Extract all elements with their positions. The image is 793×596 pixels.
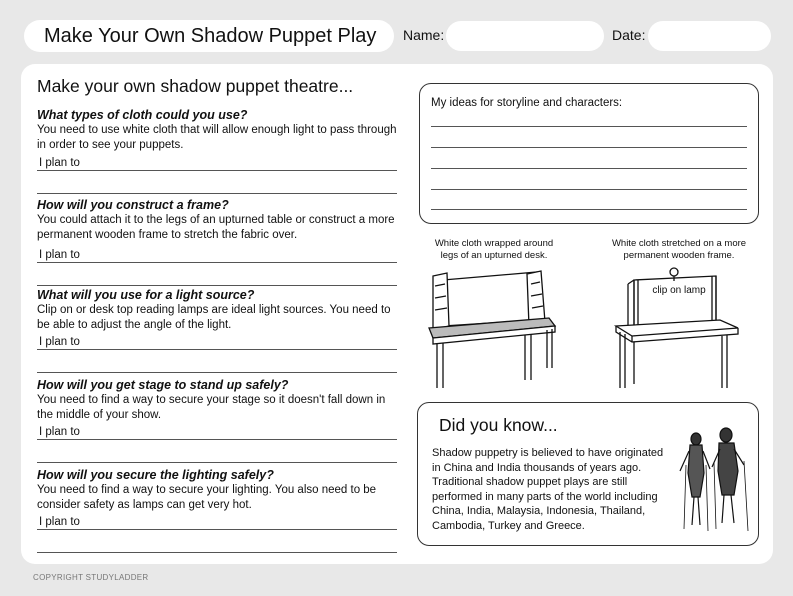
plan-line[interactable] <box>37 530 397 553</box>
copyright: COPYRIGHT STUDYLADDER <box>33 573 149 582</box>
plan-line[interactable] <box>37 440 397 463</box>
plan-line[interactable] <box>37 350 397 373</box>
question-title: What will you use for a light source? <box>37 288 255 302</box>
name-field[interactable] <box>446 21 604 51</box>
plan-lines[interactable] <box>37 515 397 553</box>
ideas-box <box>419 83 759 224</box>
name-label: Name: <box>403 27 445 43</box>
title-banner <box>24 20 394 52</box>
plan-lines[interactable] <box>37 425 397 463</box>
question-block <box>37 288 402 333</box>
question-text: You need to find a way to secure your stage so it doesn't fall down in the middle of your show. <box>37 394 386 421</box>
ideas-line[interactable] <box>431 147 747 148</box>
did-you-know-text: Shadow puppetry is believed to have originated in China and India thousands of years ago. Traditional shadow puppet plays are still performed in many parts of the world including China, India, Malaysia, Indonesia, Thailand, Cambodia, Turkey and Greece. <box>432 447 664 532</box>
did-you-know-box <box>417 402 759 546</box>
ideas-line[interactable] <box>431 168 747 169</box>
plan-label: I plan to <box>37 248 397 263</box>
plan-lines[interactable] <box>37 335 397 373</box>
shadow-puppets-icon <box>676 425 754 537</box>
upturned-desk-illustration <box>425 268 560 393</box>
date-field[interactable] <box>648 21 771 51</box>
question-text: Clip on or desk top reading lamps are ideal light sources. You need to be able to adjust the angle of the light. <box>37 304 391 331</box>
main-heading: Make your own shadow puppet theatre... <box>37 76 354 96</box>
question-block <box>37 198 402 243</box>
ideas-line[interactable] <box>431 209 747 210</box>
page-title: Make Your Own Shadow Puppet Play <box>44 25 377 47</box>
lamp-label: clip on lamp <box>652 285 706 296</box>
wooden-frame-illustration <box>610 262 745 392</box>
plan-label: I plan to <box>37 335 397 350</box>
plan-line[interactable] <box>37 263 397 286</box>
question-title: How will you secure the lighting safely? <box>37 468 274 482</box>
plan-label: I plan to <box>37 515 397 530</box>
question-title: How will you get stage to stand up safely? <box>37 378 289 392</box>
plan-label: I plan to <box>37 425 397 440</box>
did-you-know-heading: Did you know... <box>439 415 558 435</box>
right-caption: White cloth stretched on a more permanent wooden frame. <box>611 238 747 261</box>
question-block <box>37 468 402 513</box>
question-text: You need to use white cloth that will allow enough light to pass through in order to see your puppets. <box>37 124 397 151</box>
question-block <box>37 378 402 423</box>
plan-line[interactable] <box>37 171 397 194</box>
ideas-heading: My ideas for storyline and characters: <box>431 97 623 109</box>
question-text: You could attach it to the legs of an upturned table or construct a more permanent wooden frame to stretch the fabric over. <box>37 214 395 241</box>
question-title: How will you construct a frame? <box>37 198 229 212</box>
ideas-line[interactable] <box>431 126 747 127</box>
left-caption: White cloth wrapped around legs of an upturned desk. <box>434 238 554 261</box>
plan-lines[interactable] <box>37 156 397 194</box>
question-block <box>37 108 402 153</box>
question-title: What types of cloth could you use? <box>37 108 248 122</box>
plan-label: I plan to <box>37 156 397 171</box>
question-text: You need to find a way to secure your lighting. You also need to be consider safety as lamps can get very hot. <box>37 484 377 511</box>
date-label: Date: <box>612 27 646 43</box>
plan-lines[interactable] <box>37 248 397 286</box>
ideas-line[interactable] <box>431 189 747 190</box>
